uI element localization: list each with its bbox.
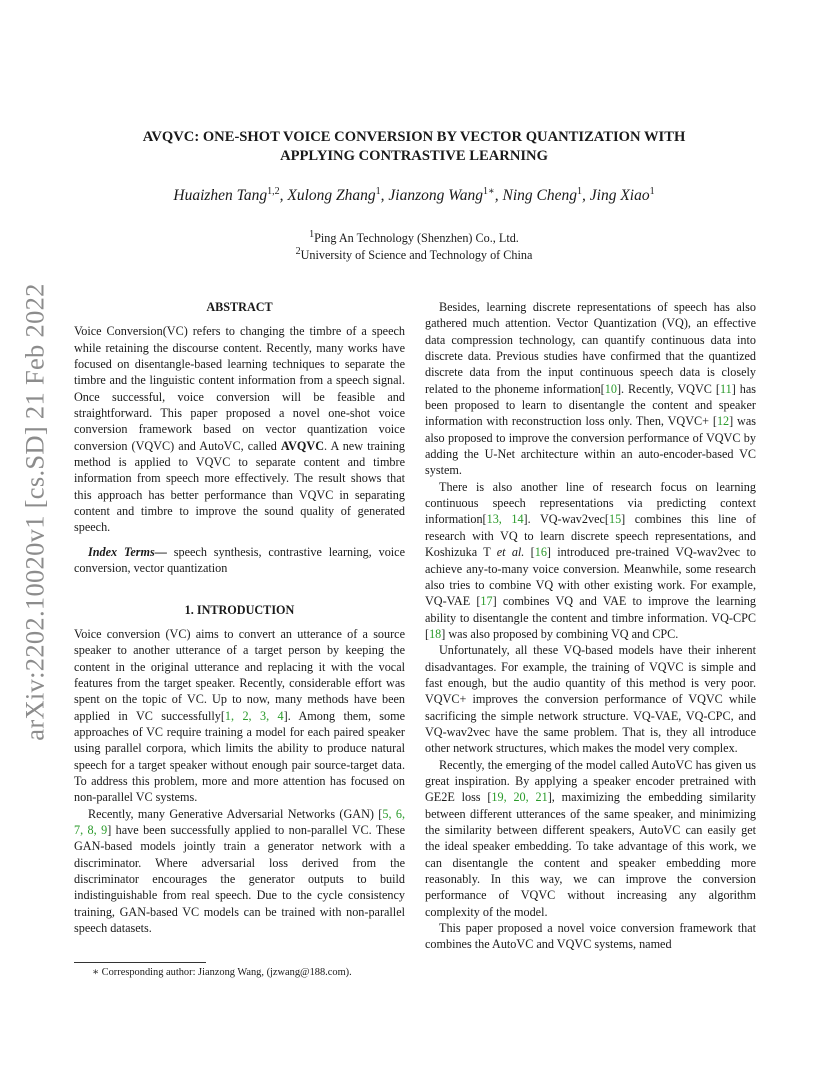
body-text: ]. Recently, VQVC [ xyxy=(616,381,720,396)
affiliation-text: Ping An Technology (Shenzhen) Co., Ltd. xyxy=(314,231,519,246)
citation-link[interactable]: 19, 20, 21 xyxy=(491,790,548,805)
body-text: ], maximizing the embedding similarity between different utterances of the same speaker, and minimizing the similarity between different speakers, AutoVC can easily get the ideal speaker embedding. To take advantage of this work, we can disentangle the content and speaker embedding more reasonably. In this way, we can improve the conversion performance of VQVC without increasing any algorithm complexity of the model. xyxy=(425,790,756,919)
left-column xyxy=(74,299,405,936)
title-line-1: AVQVC: ONE-SHOT VOICE CONVERSION BY VECTOR QUANTIZATION WITH xyxy=(142,129,686,145)
body-paragraph: This paper proposed a novel voice conversion framework that combines the AutoVC and VQVC systems, named xyxy=(425,921,756,952)
title-line-2: APPLYING CONTRASTIVE LEARNING xyxy=(280,148,548,164)
body-paragraph xyxy=(425,757,756,920)
author-name: Jing Xiao xyxy=(589,187,650,205)
footnote: ∗ Corresponding author: Jianzong Wang, (jzwang@188.com). xyxy=(92,967,352,978)
author-affiliation-mark: 1 xyxy=(577,186,583,197)
body-text: ] have been successfully applied to non-parallel VC. These GAN-based models jointly train a generator network with a discriminator. Where adversarial loss derived from the discriminator encourages the generator outputs to build indistinguishable from real speech. Due to the cycle consistency training, GAN-based VC models can be trained with non-parallel speech datasets. xyxy=(74,822,405,936)
affiliation-1 xyxy=(74,229,754,246)
affiliation-mark: 1 xyxy=(309,229,315,240)
paper-title xyxy=(74,128,754,166)
body-text: ] was also proposed to improve the conversion performance of VQVC by adding the U-Net architecture within an auto-encoder-based VC system. xyxy=(425,414,756,478)
citation-link[interactable]: 11 xyxy=(719,381,732,396)
body-text: ] has been proposed to learn to disentangle the content and speaker information with reconstruction loss only. Then, VQVC+ [ xyxy=(425,381,756,429)
citation-link[interactable]: 15 xyxy=(608,512,622,527)
body-text: Recently, the emerging of the model called AutoVC has given us great inspiration. By applying a speaker encoder pretrained with GE2E loss [ xyxy=(425,757,756,805)
abstract-heading: ABSTRACT xyxy=(206,300,273,314)
body-text: ] introduced pre-trained VQ-wav2vec to achieve any-to-many voice conversion. Meanwhile, some research also tries to combine VQ with other existing work. For example, VQ-VAE [ xyxy=(425,545,756,609)
index-terms xyxy=(74,544,405,577)
author-affiliation-mark: 1 xyxy=(375,186,381,197)
body-paragraph xyxy=(425,299,756,479)
author-affiliation-mark: 1 xyxy=(649,186,655,197)
citation-link[interactable]: 5, 6, 7, 8, 9 xyxy=(74,806,406,837)
citation-link[interactable]: 17 xyxy=(480,594,493,609)
citation-link[interactable]: 18 xyxy=(429,626,442,641)
index-terms-text: speech synthesis, contrastive learning, voice conversion, vector quantization xyxy=(74,544,405,576)
author-name: Jianzong Wang xyxy=(388,187,483,205)
body-text: ] was also proposed by combining VQ and CPC. xyxy=(441,626,679,641)
body-text: Recently, many Generative Adversarial Networks (GAN) [ xyxy=(88,806,383,821)
section-heading-introduction: 1. INTRODUCTION xyxy=(184,602,295,617)
abstract-body xyxy=(74,323,405,535)
intro-paragraph-2 xyxy=(74,806,405,937)
abstract-text: . A new training method is applied to VQVC to separate content and timbre information from speech more effectively. The result shows that this approach has better performance than VQVC in separating content and timbre to improve the sound quality of generated speech. xyxy=(74,438,405,535)
body-paragraph: Unfortunately, all these VQ-based models have their inherent disadvantages. For example, the training of VQVC is simple and fast enough, but the audio quantity of this method is very poor. VQVC+ improves the conversion performance of VQVC while sacrificing the simple network structure. VQ-VAE, VQ-CPC, and VQ-wav2vec have the same problem. That is, they all introduce other network structures, which makes the model very complex. xyxy=(425,643,756,756)
footnote-rule xyxy=(74,962,206,963)
body-text: ] combines this line of research with VQ to learn discrete speech representations, and Koshizuka T xyxy=(425,512,757,560)
citation-link[interactable]: 16 xyxy=(534,545,547,560)
citation-link[interactable]: 10 xyxy=(604,381,617,396)
index-terms-label: Index Terms— xyxy=(88,544,167,559)
author-list: Huaizhen Tang$^{1,2}$, Xulong Zhang$^1$, Jianzong Wang$^{1∗}$, Ning Cheng$^1$, Jing Xiao$^1$ xyxy=(173,186,655,205)
right-column xyxy=(425,299,756,953)
body-text: ] combines VQ and VAE to improve the learning ability to disentangle the content and timbre information. VQ-CPC [ xyxy=(425,594,756,641)
author-name: Huaizhen Tang xyxy=(173,187,268,205)
body-text-italic: et al. xyxy=(496,545,525,560)
citation-link[interactable]: 13, 14 xyxy=(486,512,524,527)
body-paragraph xyxy=(425,479,756,642)
arxiv-identifier: arXiv:2202.10020v1 [cs.SD] 21 Feb 2022 xyxy=(19,283,50,741)
citation-link[interactable]: 12 xyxy=(716,414,730,429)
author-name: Ning Cheng xyxy=(502,187,578,205)
intro-paragraph-1 xyxy=(74,626,405,806)
body-text: [ xyxy=(524,545,535,560)
body-text: ]. Among them, some approaches of VC require training a model for each paired speaker using parallel corpora, which limits the ability to produce natural speech for a target speaker without enough pair source-target data. To address this problem, more and more attention has focused on non-parallel VC systems. xyxy=(74,708,405,805)
body-text: There is also another line of research focus on learning continuous speech representations via predicting context information[ xyxy=(425,479,756,527)
author-affiliation-mark: 1∗ xyxy=(482,186,495,197)
abstract-text: Voice Conversion(VC) refers to changing the timbre of a speech while retaining the discourse content. Recently, many works have focused on disentangle-based learning techniques to separate the timbre and the linguistic content information from a speech signal. Once successful, voice conversion will be feasible and straightforward. This paper proposed a novel one-shot voice conversion framework based on vector quantization voice conversion (VQVC) and AutoVC, called xyxy=(74,324,405,453)
author-affiliation-mark: 1,2 xyxy=(267,186,280,197)
body-text: ]. VQ-wav2vec[ xyxy=(523,512,609,527)
body-text: Besides, learning discrete representations of speech has also gathered much attention. Vector Quantization (VQ), an effective data compression technology, can quantify continuous data into discrete data. Previous studies have confirmed that the quantized discrete data from the input continuous speech data is closely related to the phoneme information[ xyxy=(425,300,756,396)
affiliation-mark: 2 xyxy=(295,246,301,257)
arxiv-stamp xyxy=(18,283,52,741)
affiliation-2 xyxy=(74,246,754,263)
body-text: Voice conversion (VC) aims to convert an utterance of a source speaker to another utterance of a target person by keeping the content in the original utterance and replacing it with the vocal features from the target speaker. Recently, considerable effort was spent on the topic of VC. Up to now, many methods have been applied in VC successfully[ xyxy=(74,626,405,723)
affiliation-text: University of Science and Technology of China xyxy=(300,248,533,263)
abstract-model-name: AVQVC xyxy=(280,438,325,453)
citation-link[interactable]: 1, 2, 3, 4 xyxy=(224,708,284,723)
author-name: Xulong Zhang xyxy=(287,187,376,205)
